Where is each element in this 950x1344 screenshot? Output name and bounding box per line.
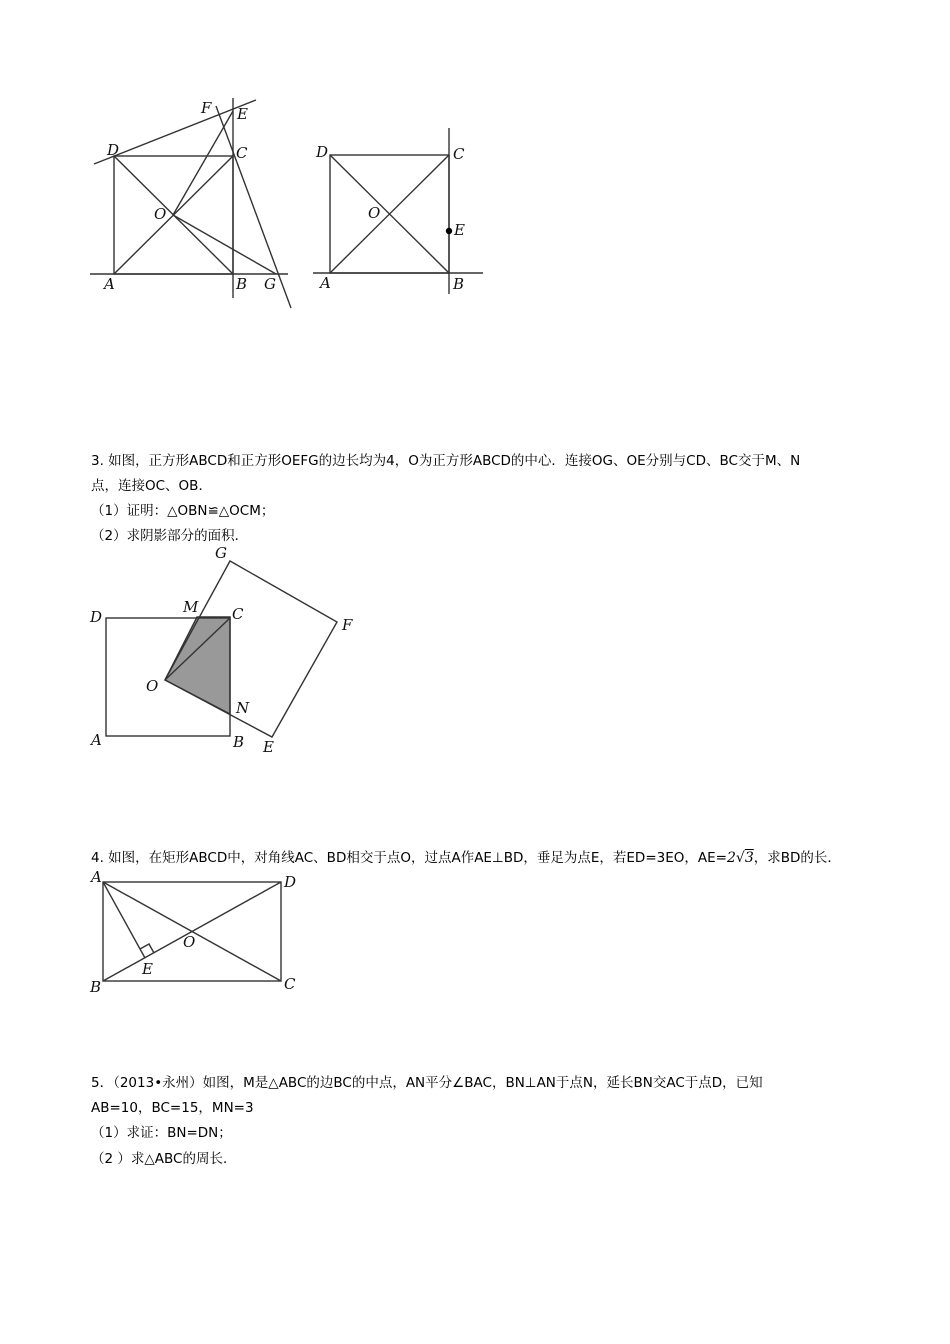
label-c: C <box>232 605 244 623</box>
point-e-dot <box>446 228 452 234</box>
label-m: M <box>183 598 199 616</box>
line-oe <box>173 111 233 215</box>
label-d: D <box>316 143 329 161</box>
label-d: D <box>107 141 120 159</box>
label-d: D <box>90 608 103 626</box>
label-c: C <box>284 975 296 993</box>
problem4-text-before: 4. 如图，在矩形ABCD中，对角线AC、BD相交于点O，过点A作AE⊥BD，垂足为点E，若ED=3EO，AE= <box>91 850 727 866</box>
label-n: N <box>236 699 250 717</box>
label-a: A <box>91 731 102 749</box>
sqrt-radicand: 3 <box>744 850 754 866</box>
figure-square-with-lines <box>85 95 305 315</box>
label-a: A <box>320 274 331 292</box>
label-c: C <box>453 145 465 163</box>
problem3-part2: （2）求阴影部分的面积． <box>91 528 249 544</box>
label-b: B <box>233 733 245 751</box>
label-e: E <box>142 960 153 978</box>
sqrt-coefficient: 2 <box>726 850 736 866</box>
label-b: B <box>453 275 465 293</box>
label-b: B <box>90 978 102 996</box>
label-e: E <box>263 738 274 756</box>
label-a: A <box>104 275 115 293</box>
problem3-line2: 点，连接OC、OB． <box>91 478 212 494</box>
label-o: O <box>146 677 159 695</box>
label-g: G <box>215 544 227 562</box>
label-a: A <box>91 868 102 886</box>
label-c: C <box>236 144 248 162</box>
figure-square-point-e <box>310 125 490 300</box>
problem5-line2: AB=10，BC=15，MN=3 <box>91 1100 254 1116</box>
label-f: F <box>201 99 212 117</box>
label-o: O <box>154 205 167 223</box>
problem4-text <box>91 849 841 867</box>
label-o: O <box>368 204 381 222</box>
label-o: O <box>183 933 196 951</box>
label-g: G <box>264 275 276 293</box>
problem3-line1: 3. 如图，正方形ABCD和正方形OEFG的边长均为4，O为正方形ABCD的中心．连接OG、OE分别与CD、BC交于M、N <box>91 453 801 469</box>
problem5-part2: （2 ）求△ABC的周长． <box>91 1151 237 1167</box>
label-e: E <box>454 221 465 239</box>
problem5-part1: （1）求证：BN=DN； <box>91 1125 232 1141</box>
figure-two-squares-shaded <box>85 540 365 760</box>
problem5-line1: 5．（2013•永州）如图，M是△ABC的边BC的中点，AN平分∠BAC，BN⊥AN于点N，延长BN交AC于点D，已知 <box>91 1075 763 1091</box>
label-b: B <box>236 275 248 293</box>
problem3-part1: （1）证明：△OBN≌△OCM； <box>91 503 275 519</box>
line-fg <box>216 106 291 308</box>
shaded-region <box>165 617 230 714</box>
label-e: E <box>237 105 248 123</box>
label-d: D <box>284 873 297 891</box>
sqrt-expression: 2√3 <box>726 850 754 866</box>
label-f: F <box>342 616 353 634</box>
figure-rectangle <box>85 866 300 996</box>
problem4-text-after: ，求BD的长． <box>753 850 841 866</box>
